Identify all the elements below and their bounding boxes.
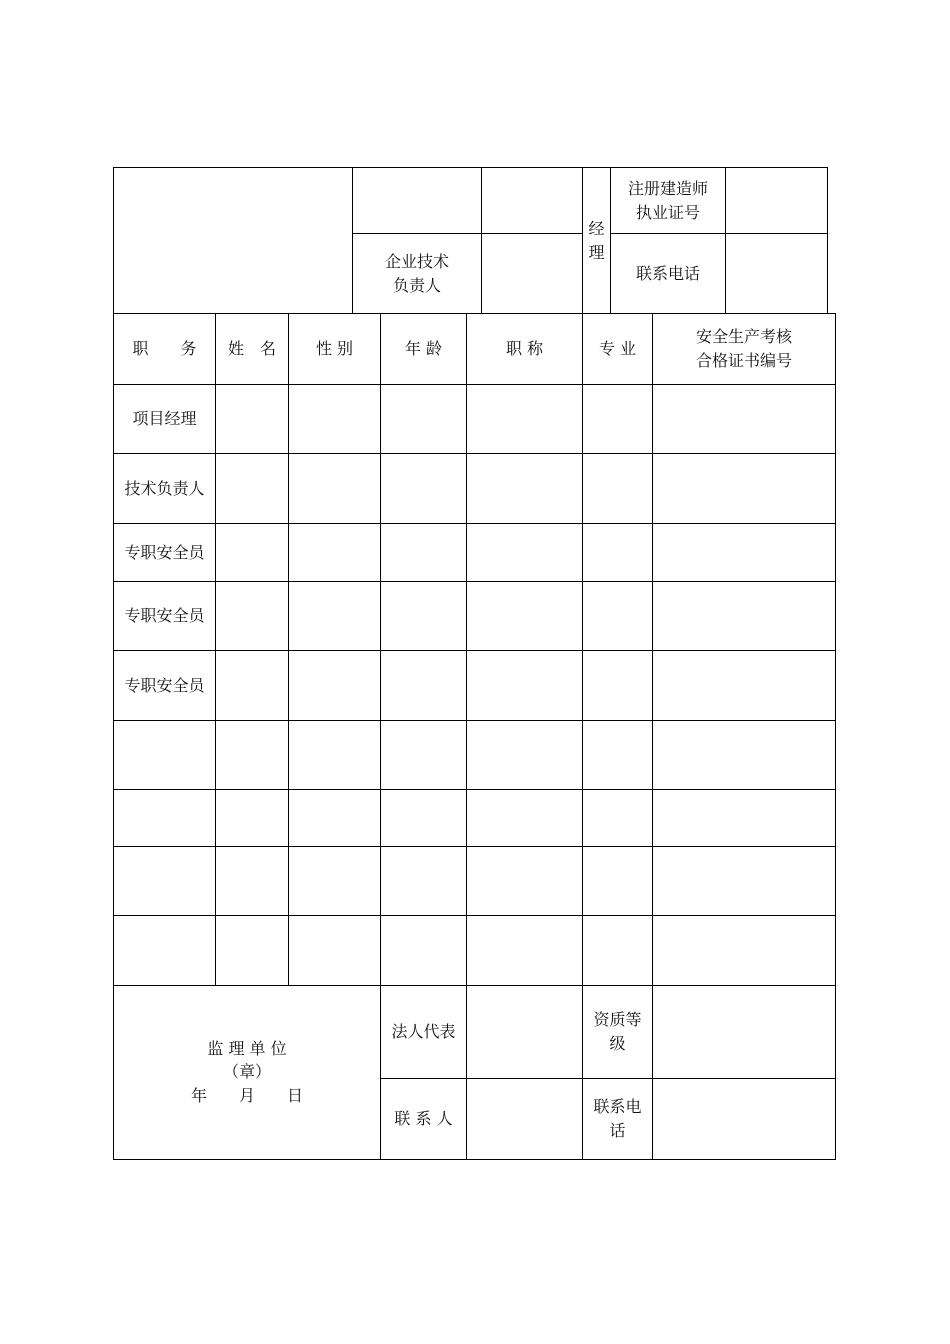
enterprise-tech-lead-label: 企业技术 负责人 — [384, 251, 449, 295]
header-specialty: 专 业 — [598, 339, 637, 358]
row-safety-officer-1: 专职安全员 — [124, 542, 205, 562]
header-title: 职 称 — [505, 339, 544, 358]
contact-phone-label: 联系电 话 — [593, 1097, 642, 1140]
row-safety-officer-3: 专职安全员 — [124, 675, 205, 695]
contact-person-label: 联 系 人 — [394, 1109, 453, 1128]
header-gender: 性 别 — [315, 339, 354, 358]
row-safety-officer-2: 专职安全员 — [124, 606, 205, 625]
row-project-manager: 项目经理 — [132, 409, 197, 428]
row-blank-4 — [114, 916, 215, 985]
header-safety-cert: 安全生产考核 合格证书编号 — [695, 327, 792, 370]
manager-label: 经 理 — [588, 218, 605, 262]
qualification-label: 资质等 级 — [593, 1010, 642, 1053]
row-blank-3 — [114, 847, 215, 915]
header-age: 年 龄 — [404, 339, 443, 358]
supervisor-unit-label: 监 理 单 位 — [207, 1039, 287, 1058]
constructor-cert-label: 注册建造师 执业证号 — [627, 178, 708, 222]
row-tech-lead: 技术负责人 — [124, 478, 205, 498]
seal-label: （章） — [222, 1062, 271, 1081]
legal-rep-label: 法人代表 — [391, 1022, 456, 1041]
header-name: 姓 名 — [227, 339, 276, 358]
header-position: 职 务 — [132, 339, 197, 358]
row-blank-1 — [114, 721, 215, 789]
row-blank-2 — [114, 790, 215, 846]
date-label: 年 月 日 — [190, 1086, 303, 1105]
phone-label: 联系电话 — [635, 263, 700, 283]
